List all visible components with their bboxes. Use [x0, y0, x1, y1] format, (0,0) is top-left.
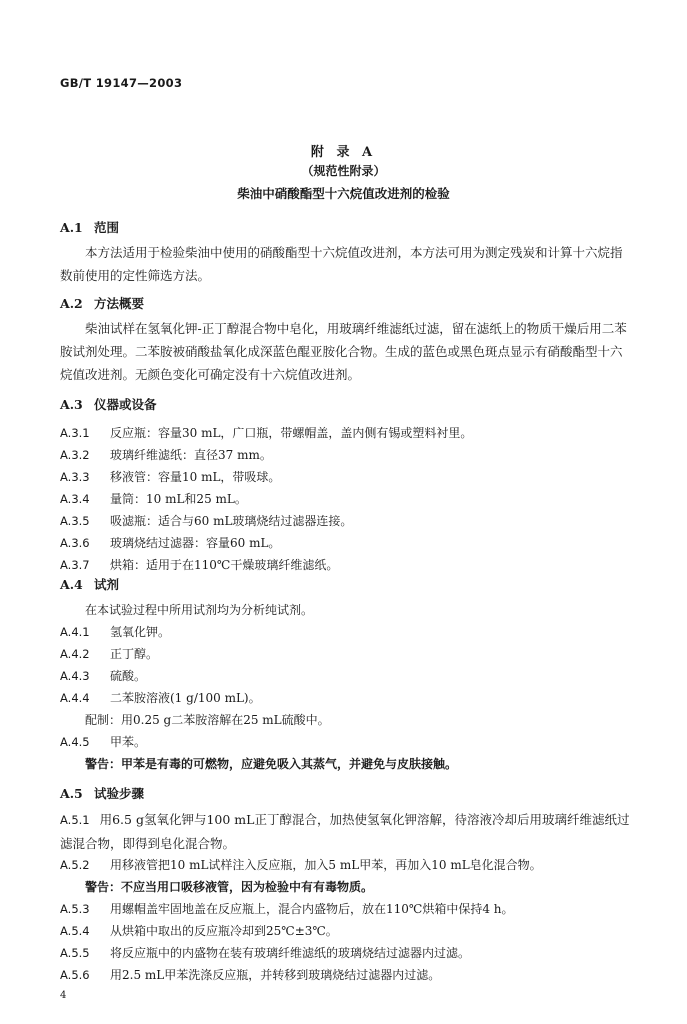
item-number: A.3.4 — [60, 492, 90, 506]
list-item — [60, 534, 280, 551]
item-text: 用移液管把10 mL试样注入反应瓶，加入5 mL甲苯，再加入10 mL皂化混合物。 — [110, 858, 542, 872]
item-text: 吸滤瓶：适合与60 mL玻璃烧结过滤器连接。 — [110, 514, 353, 528]
item-number: A.3.2 — [60, 448, 90, 462]
annex-type: （规范性附录） — [301, 164, 386, 178]
item-number: A.5.5 — [60, 946, 90, 960]
item-text: 移液管：容量10 mL，带吸球。 — [110, 470, 281, 484]
section-heading-a5 — [60, 784, 144, 802]
list-item — [60, 512, 352, 529]
list-item — [60, 645, 158, 662]
list-item — [60, 922, 338, 939]
item-number: A.5.2 — [60, 858, 90, 872]
item-text: 将反应瓶中的内盛物在装有玻璃纤维滤纸的玻璃烧结过滤器内过滤。 — [110, 946, 471, 960]
list-item — [60, 944, 470, 961]
section-title: 试验步骤 — [94, 786, 145, 801]
list-item — [60, 623, 170, 640]
section-title: 范围 — [94, 220, 120, 235]
item-text: 甲苯。 — [110, 735, 147, 749]
annex-title: 柴油中硝酸酯型十六烷值改进剂的检验 — [237, 186, 450, 201]
item-text: 二苯胺溶液(1 g/100 mL)。 — [110, 691, 261, 705]
list-item — [60, 468, 280, 485]
section-number: A.4 — [60, 577, 83, 592]
reagents-intro: 在本试验过程中所用试剂均为分析纯试剂。 — [85, 603, 314, 617]
list-item — [60, 556, 338, 573]
item-number: A.4.1 — [60, 625, 90, 639]
section-heading-a3 — [60, 395, 157, 413]
item-text: 烘箱：适用于在110℃干燥玻璃纤维滤纸。 — [110, 558, 339, 572]
summary-paragraph: 柴油试样在氢氧化钾-正丁醇混合物中皂化，用玻璃纤维滤纸过滤，留在滤纸上的物质干燥后用二苯胺试剂处理。二苯胺被硝酸盐氧化成深蓝色醌亚胺化合物。生成的蓝色或黑色斑点显示有硝酸酯型十六烷值改进剂。无颜色变化可确定没有十六烷值改进剂。 — [60, 321, 627, 382]
annex-label: 附 录 A — [310, 145, 377, 160]
warning-toluene: 警告：甲苯是有毒的可燃物，应避免吸入其蒸气，并避免与皮肤接触。 — [85, 757, 458, 771]
section-title: 试剂 — [94, 577, 120, 592]
item-number: A.3.6 — [60, 536, 90, 550]
list-item — [60, 966, 440, 983]
list-item — [60, 446, 272, 463]
section-number: A.5 — [60, 786, 83, 801]
item-text: 从烘箱中取出的反应瓶冷却到25℃±3℃。 — [110, 924, 338, 938]
section-title: 方法概要 — [94, 296, 145, 311]
item-number: A.4.4 — [60, 691, 90, 705]
item-number: A.3.1 — [60, 426, 90, 440]
item-number: A.4.2 — [60, 647, 90, 661]
item-text: 氢氧化钾。 — [110, 625, 171, 639]
section-heading-a4 — [60, 575, 119, 593]
preparation-note: 配制：用0.25 g二苯胺溶解在25 mL硫酸中。 — [85, 713, 330, 727]
item-text: 用6.5 g氢氧化钾与100 mL正丁醇混合，加热使氢氧化钾溶解，待溶液冷却后用玻璃纤维滤纸过滤混合物，即得到皂化混合物。 — [60, 812, 630, 851]
section-title: 仪器或设备 — [94, 397, 157, 412]
item-number: A.5.4 — [60, 924, 90, 938]
step-a51 — [60, 808, 632, 855]
section-number: A.2 — [60, 296, 83, 311]
item-number: A.4.5 — [60, 735, 90, 749]
item-text: 反应瓶：容量30 mL，广口瓶，带螺帽盖，盖内侧有锡或塑料衬里。 — [110, 426, 473, 440]
item-text: 硫酸。 — [110, 669, 147, 683]
item-text: 正丁醇。 — [110, 647, 159, 661]
list-item — [60, 667, 146, 684]
item-number: A.3.7 — [60, 558, 90, 572]
item-text: 用螺帽盖牢固地盖在反应瓶上，混合内盛物后，放在110℃烘箱中保持4 h。 — [110, 902, 514, 916]
list-item — [60, 900, 514, 917]
item-text: 玻璃纤维滤纸：直径37 mm。 — [110, 448, 272, 462]
scope-paragraph: 本方法适用于检验柴油中使用的硝酸酯型十六烷值改进剂，本方法可用为测定残炭和计算十六烷指数前使用的定性筛选方法。 — [60, 245, 623, 283]
section-heading-a1 — [60, 218, 119, 236]
item-number: A.3.3 — [60, 470, 90, 484]
item-text: 用2.5 mL甲苯洗涤反应瓶，并转移到玻璃烧结过滤器内过滤。 — [110, 968, 441, 982]
warning-pipette: 警告：不应当用口吸移液管，因为检验中有有毒物质。 — [85, 880, 374, 894]
item-number: A.5.6 — [60, 968, 90, 982]
list-item — [60, 733, 146, 750]
list-item — [60, 856, 542, 873]
list-item — [60, 424, 472, 441]
section-number: A.1 — [60, 220, 83, 235]
standard-number: GB/T 19147—2003 — [60, 76, 183, 90]
item-text: 量筒：10 mL和25 mL。 — [110, 492, 247, 506]
item-number: A.5.3 — [60, 902, 90, 916]
item-text: 玻璃烧结过滤器：容量60 mL。 — [110, 536, 281, 550]
item-number: A.4.3 — [60, 669, 90, 683]
page-number: 4 — [60, 990, 67, 1001]
list-item — [60, 490, 247, 507]
section-number: A.3 — [60, 397, 83, 412]
list-item — [60, 689, 261, 706]
item-number: A.5.1 — [60, 813, 90, 827]
item-number: A.3.5 — [60, 514, 90, 528]
section-heading-a2 — [60, 294, 144, 312]
